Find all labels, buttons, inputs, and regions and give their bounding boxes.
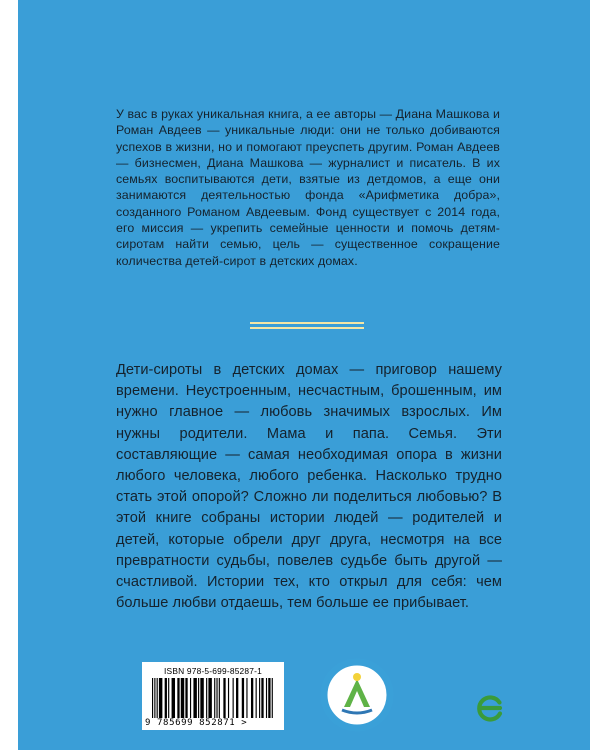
barcode-bar bbox=[172, 678, 175, 718]
barcode-bar bbox=[272, 678, 273, 718]
barcode-bar bbox=[190, 678, 191, 718]
barcode-bar bbox=[242, 678, 244, 718]
barcode-bar bbox=[228, 678, 229, 718]
isbn-barcode-block bbox=[142, 662, 284, 730]
barcode-bar bbox=[251, 678, 253, 718]
barcode-bar bbox=[223, 678, 225, 718]
barcode-digits: 9 785699 852871 > bbox=[145, 718, 248, 728]
barcode-bars bbox=[152, 678, 274, 718]
barcode-bar bbox=[266, 678, 267, 718]
barcode-bar bbox=[181, 678, 184, 718]
barcode-bar bbox=[185, 678, 187, 718]
barcode-bar bbox=[261, 678, 263, 718]
barcode-bar bbox=[198, 678, 199, 718]
barcode-bar bbox=[246, 678, 247, 718]
divider-line-bottom bbox=[250, 327, 364, 329]
barcode-bar bbox=[159, 678, 162, 718]
barcode-bar bbox=[206, 678, 207, 718]
barcode-bar bbox=[193, 678, 196, 718]
barcode-bar bbox=[152, 678, 153, 718]
ornamental-divider bbox=[250, 322, 364, 330]
barcode-bar bbox=[177, 678, 179, 718]
barcode-bar bbox=[200, 678, 203, 718]
barcode-bar bbox=[268, 678, 270, 718]
barcode-bar bbox=[236, 678, 238, 718]
barcode-bar bbox=[256, 678, 257, 718]
barcode-bar bbox=[259, 678, 260, 718]
intro-paragraph: У вас в руках уникальная книга, а ее авторы — Диана Машкова и Роман Авдеев — уникальные люди: они не только добиваются успехов в жизни, но и помогают преуспеть другим. Роман Авдеев — бизнесмен, Диана Машкова — журналист и писатель. В их семьях воспитываются дети, взятые из детдомов, а еще они занимаются деятельностью фонда «Арифметика добра», созданного Романом Авдеевым. Фонд существует с 2014 года, его миссия — укрепить семейные ценности и помочь детям-сиротам найти семью, цель — существенное сокращение количества детей-сирот в детских домах. bbox=[116, 107, 500, 268]
book-back-cover bbox=[18, 0, 590, 750]
barcode-bar bbox=[157, 678, 158, 718]
barcode-bar bbox=[165, 678, 167, 718]
barcode-bar bbox=[168, 678, 169, 718]
barcode-bar bbox=[216, 678, 217, 718]
barcode-bar bbox=[233, 678, 234, 718]
barcode-bar bbox=[214, 678, 215, 718]
barcode-bar bbox=[154, 678, 155, 718]
fund-logo bbox=[320, 658, 394, 732]
barcode-bar bbox=[219, 678, 220, 718]
publisher-logo-icon bbox=[475, 693, 505, 723]
isbn-label: ISBN 978-5-699-85287-1 bbox=[164, 666, 262, 676]
divider-line-top bbox=[250, 322, 364, 324]
main-paragraph: Дети-сироты в детских домах — приговор нашему времени. Неустроенным, несчастным, брошенным, им нужно главное — любовь значимых взрослых. Им нужны родители. Мама и папа. Семья. Эти составляющие — самая необходимая опора в жизни любого человека, любого ребенка. Насколько трудно стать этой опорой? Сложно ли поделиться любовью? В этой книге собраны истории людей — родителей и детей, которые обрели друг друга, несмотря на все превратности судьбы, повелев судьбе быть другой — счастливой. Истории тех, кто открыл для себя: чем больше любви отдаешь, тем больше ее прибывает. bbox=[116, 362, 502, 612]
barcode-bar bbox=[208, 678, 211, 718]
